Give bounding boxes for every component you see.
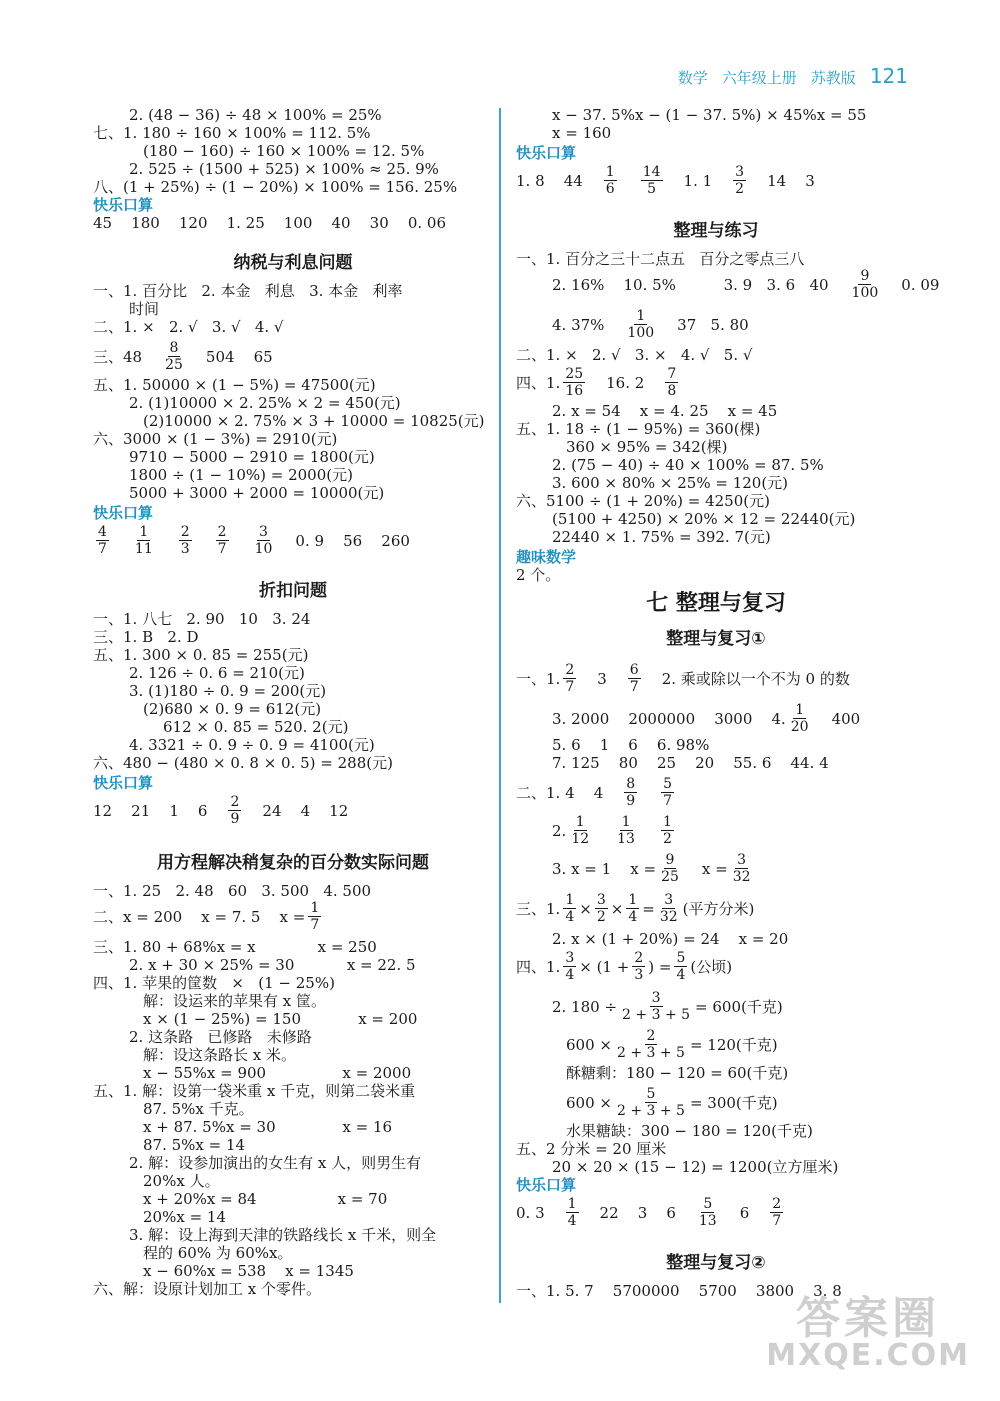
answer-line: 程的 60% 为 60%x。 [143, 1244, 293, 1262]
answer-line: 六、3000 × (1 − 3%) = 2910(元) [93, 430, 338, 448]
answer-line: 45 180 120 1. 25 100 40 30 0. 06 [93, 214, 446, 232]
fraction: $\frac{1}{12}$ [571, 814, 590, 847]
fraction: $\frac{2}{7}$ [217, 524, 227, 557]
answer-line: x × (1 − 25%) = 150 x = 200 [143, 1010, 418, 1028]
answer-line: 7. 125 80 25 20 55. 6 44. 4 [552, 754, 829, 772]
section-title-tax: 纳税与利息问题 [233, 253, 353, 273]
answer-line: 五、1. 300 × 0. 85 = 255(元) [93, 646, 309, 664]
fraction: $\frac{25}{16}$ [565, 366, 584, 399]
answer-line: 612 × 0. 85 = 520. 2(元) [163, 718, 349, 736]
answer-line: 时间 [129, 300, 160, 318]
fraction: $\frac{1}{20}$ [790, 702, 809, 735]
answer-line: 四、1. 苹果的筐数 × (1 − 25%) [93, 974, 335, 992]
answer-line: 2. x × (1 + 20%) = 24 x = 20 [552, 930, 789, 948]
answer-line-with-fraction: 四、1. $\frac{3}{4}$ × (1 + $\frac{2}{3}$ ) = $\frac{5}{4}$ (公顷) [516, 950, 733, 983]
fraction: $\frac{2}{3}$ [180, 524, 190, 557]
section-kuaile-kousuan: 快乐口算 [516, 1176, 577, 1194]
answer-line: 2. x + 30 × 25% = 30 x = 22. 5 [129, 956, 416, 974]
fraction: $\frac{1}{13}$ [617, 814, 635, 847]
answer-line: 五、2 分米 = 20 厘米 [516, 1140, 667, 1158]
answer-line-with-fraction: 一、1. $\frac{2}{7}$ 3 $\frac{6}{7}$ 2. 乘或除以一个不为 0 的数 [516, 662, 850, 695]
answer-line: 解：设运来的苹果有 x 筐。 [143, 992, 326, 1010]
answer-line: 5000 + 3000 + 2000 = 10000(元) [129, 484, 385, 502]
fraction: $\frac{1}{4}$ [567, 1196, 577, 1229]
answer-line: x − 37. 5%x − (1 − 37. 5%) × 45%x = 55 [552, 106, 867, 124]
fraction: $\frac{2}{9}$ [230, 794, 240, 827]
fraction: $\frac{3}{2}$ [735, 164, 745, 197]
fraction: $\frac{1}{100}$ [627, 308, 655, 341]
fraction: $\frac{2}{7}$ [772, 1196, 782, 1229]
answer-line-with-fraction: 二、x = 200 x = 7. 5 x = $\frac{1}{7}$ [93, 900, 320, 933]
answer-line: 20 × 20 × (15 − 12) = 1200(立方厘米) [552, 1158, 839, 1176]
fraction: $\frac{9}{25}$ [661, 852, 679, 885]
fraction-row: 12 21 1 6 $\frac{2}{9}$ 24 4 12 [93, 794, 349, 827]
header-edition: 苏教版 [810, 69, 856, 87]
answer-line: 三、1. 80 + 68%x = x x = 250 [93, 938, 377, 956]
answer-line: 五、1. 解：设第一袋米重 x 千克，则第二袋米重 [93, 1082, 416, 1100]
answer-line: 一、1. 百分之三十二点五 百分之零点三八 [516, 250, 805, 268]
answer-line: 3. (1)180 ÷ 0. 9 = 200(元) [129, 682, 327, 700]
answer-line: 一、1. 八七 2. 90 10 3. 24 [93, 610, 311, 628]
answer-line-with-fraction: 2. 180 ÷ $\frac{3}{2 + 3 + 5}$ = 600(千克) [552, 990, 783, 1023]
fraction: $\frac{3}{4}$ [565, 950, 575, 983]
answer-line-with-fraction: 600 × $\frac{5}{2 + 3 + 5}$ = 300(千克) [566, 1086, 778, 1119]
fraction: $\frac{3}{10}$ [254, 524, 273, 557]
answer-line-with-fraction: 二、1. 4 4 $\frac{8}{9}$ $\frac{5}{7}$ [516, 776, 673, 809]
chapter-title: 七 整理与复习 [646, 591, 786, 616]
column-divider [499, 108, 501, 1303]
fraction-row: 0. 3 $\frac{1}{4}$ 22 3 6 $\frac{5}{13}$ 6 $\frac{2}{7}$ [516, 1196, 782, 1229]
fraction: $\frac{1}{11}$ [134, 524, 153, 557]
answer-line: 5. 6 1 6 6. 98% [552, 736, 710, 754]
fraction: $\frac{1}{2}$ [662, 814, 672, 847]
answer-line: 20%x = 14 [143, 1208, 226, 1226]
answer-line: 3. 解：设上海到天津的铁路线长 x 千米，则全 [129, 1226, 437, 1244]
answer-line: 2. (75 − 40) ÷ 40 × 100% = 87. 5% [552, 456, 824, 474]
section-kuaile-kousuan: 快乐口算 [93, 504, 154, 522]
answer-line-with-fraction: 4. 37% $\frac{1}{100}$ 37 5. 80 [552, 308, 749, 341]
fraction-row: 1. 8 44 $\frac{1}{6}$ $\frac{14}{5}$ 1. 1 $\frac{3}{2}$ 14 3 [516, 164, 815, 197]
fraction: $\frac{1}{6}$ [605, 164, 615, 197]
answer-line: 4. 3321 ÷ 0. 9 ÷ 0. 9 = 4100(元) [129, 736, 375, 754]
fraction: $\frac{2}{7}$ [565, 662, 575, 695]
section-title-equation: 用方程解决稍复杂的百分数实际问题 [157, 853, 429, 873]
answer-line: 2. 解：设参加演出的女生有 x 人，则男生有 [129, 1154, 422, 1172]
fraction: $\frac{5}{4}$ [676, 950, 686, 983]
answer-line: 2. (1)10000 × 2. 25% × 2 = 450(元) [129, 394, 401, 412]
fraction: $\frac{8}{25}$ [165, 340, 183, 373]
answer-line: 二、1. × 2. √ 3. √ 4. √ [93, 318, 284, 336]
answer-line: 87. 5%x = 14 [143, 1136, 246, 1154]
fraction: $\frac{5}{13}$ [698, 1196, 717, 1229]
answer-line: 一、1. 25 2. 48 60 3. 500 4. 500 [93, 882, 372, 900]
page-header [678, 64, 908, 88]
watermark-line2: MXQE.COM [766, 1338, 970, 1373]
section-kuaile-kousuan: 快乐口算 [516, 144, 577, 162]
answer-line-with-fraction: 2. 16% 10. 5% 3. 9 3. 6 40 $\frac{9}{100}$ 0. 09 [552, 268, 940, 301]
watermark-logo [766, 1293, 970, 1373]
answer-line-with-fraction: 三、1. $\frac{1}{4}$ × $\frac{3}{2}$ × $\frac{1}{4}$ = $\frac{3}{32}$ (平方分米) [516, 892, 755, 925]
section-kuaile-kousuan: 快乐口算 [93, 196, 154, 214]
answer-line: 2. 126 ÷ 0. 6 = 210(元) [129, 664, 305, 682]
fraction: $\frac{7}{8}$ [667, 366, 677, 399]
section-title-discount: 折扣问题 [259, 581, 327, 601]
section-quwei-shuxue: 趣味数学 [516, 548, 577, 566]
fraction: $\frac{2}{2 + 3 + 5}$ [616, 1028, 685, 1061]
answer-line: 2. 525 ÷ (1500 + 525) × 100% ≈ 25. 9% [129, 160, 439, 178]
answer-line-with-fraction: 四、1. $\frac{25}{16}$ 16. 2 $\frac{7}{8}$ [516, 366, 677, 399]
answer-line: 2. 这条路 已修路 未修路 [129, 1028, 312, 1046]
fraction: $\frac{1}{7}$ [310, 900, 320, 933]
section-title-review-2: 整理与复习② [666, 1253, 766, 1273]
fraction-row: $\frac{4}{7}$ $\frac{1}{11}$ $\frac{2}{3}$ $\frac{2}{7}$ $\frac{3}{10}$ 0. 9 56 260 [98, 524, 410, 557]
answer-line: x − 55%x = 900 x = 2000 [143, 1064, 412, 1082]
answer-line: 八、(1 + 25%) ÷ (1 − 20%) × 100% = 156. 25% [93, 178, 458, 196]
fraction: $\frac{1}{4}$ [628, 892, 638, 925]
fraction: $\frac{5}{7}$ [663, 776, 673, 809]
section-kuaile-kousuan: 快乐口算 [93, 774, 154, 792]
answer-line: (180 − 160) ÷ 160 × 100% = 12. 5% [143, 142, 425, 160]
fraction: $\frac{4}{7}$ [98, 524, 107, 557]
answer-line: 9710 − 5000 − 2910 = 1800(元) [129, 448, 375, 466]
answer-line: 87. 5%x 千克。 [143, 1100, 254, 1118]
answer-line: x + 20%x = 84 x = 70 [143, 1190, 388, 1208]
answer-line: 22440 × 1. 75% = 392. 7(元) [552, 528, 771, 546]
answer-line: (5100 + 4250) × 20% × 12 = 22440(元) [552, 510, 856, 528]
answer-line: 五、1. 18 ÷ (1 − 95%) = 360(棵) [516, 420, 761, 438]
answer-line: 六、5100 ÷ (1 + 20%) = 4250(元) [516, 492, 770, 510]
answer-line-with-fraction: 三、48 $\frac{8}{25}$ 504 65 [93, 340, 273, 373]
fraction: $\frac{3}{32}$ [659, 892, 678, 925]
header-subject: 数学 [677, 69, 708, 87]
answer-line: 酥糖剩：180 − 120 = 60(千克) [566, 1064, 789, 1082]
answer-line: 三、1. B 2. D [93, 628, 199, 646]
answer-line-with-fraction: 3. 2000 2000000 3000 4. $\frac{1}{20}$ 400 [552, 702, 861, 735]
page-number: 121 [869, 64, 908, 88]
answer-line: 360 × 95% = 342(棵) [566, 438, 728, 456]
answer-line: 六、解：设原计划加工 x 个零件。 [93, 1280, 321, 1298]
answer-line: 2. (48 − 36) ÷ 48 × 100% = 25% [129, 106, 382, 124]
answer-line: x = 160 [552, 124, 612, 142]
answer-line: (2)680 × 0. 9 = 612(元) [143, 700, 322, 718]
fraction: $\frac{3}{2}$ [596, 892, 606, 925]
answer-line: 解：设这条路长 x 米。 [143, 1046, 296, 1064]
fraction: $\frac{8}{9}$ [626, 776, 636, 809]
answer-line: 一、1. 5. 7 5700000 5700 3800 3. 8 [516, 1282, 842, 1300]
answer-line: 二、1. × 2. √ 3. × 4. √ 5. √ [516, 346, 753, 364]
answer-line: 2. x = 54 x = 4. 25 x = 45 [552, 402, 778, 420]
answer-line: (2)10000 × 2. 75% × 3 + 10000 = 10825(元) [143, 412, 485, 430]
fraction: $\frac{1}{4}$ [565, 892, 575, 925]
answer-line: 五、1. 50000 × (1 − 5%) = 47500(元) [93, 376, 376, 394]
answer-line-with-fraction: 600 × $\frac{2}{2 + 3 + 5}$ = 120(千克) [566, 1028, 778, 1061]
fraction: $\frac{5}{2 + 3 + 5}$ [616, 1086, 685, 1119]
answer-line: 3. 600 × 80% × 25% = 120(元) [552, 474, 789, 492]
fraction: $\frac{2}{3}$ [634, 950, 644, 983]
section-title-review-1: 整理与复习① [666, 629, 766, 649]
section-title-practice: 整理与练习 [673, 221, 759, 241]
fraction: $\frac{3}{32}$ [732, 852, 751, 885]
answer-line-with-fraction: 3. x = 1 x = $\frac{9}{25}$ x = $\frac{3}{32}$ [552, 852, 751, 885]
answer-line: 六、480 − (480 × 0. 8 × 0. 5) = 288(元) [93, 754, 393, 772]
fraction: $\frac{9}{100}$ [851, 268, 879, 301]
answer-line: 一、1. 百分比 2. 本金 利息 3. 本金 利率 [93, 282, 403, 300]
answer-line: x + 87. 5%x = 30 x = 16 [143, 1118, 393, 1136]
answer-line: 七、1. 180 ÷ 160 × 100% = 112. 5% [93, 124, 371, 142]
fraction: $\frac{3}{2 + 3 + 5}$ [622, 990, 691, 1023]
answer-line: 20%x 人。 [143, 1172, 220, 1190]
watermark-line1: 答案圈 [796, 1293, 941, 1344]
fraction: $\frac{14}{5}$ [642, 164, 661, 197]
answer-line-with-fraction: 2. $\frac{1}{12}$ $\frac{1}{13}$ $\frac{1}{2}$ [552, 814, 672, 847]
header-grade: 六年级上册 [721, 69, 797, 87]
answer-line: x − 60%x = 538 x = 1345 [143, 1262, 354, 1280]
answer-line: 1800 ÷ (1 − 10%) = 2000(元) [129, 466, 353, 484]
answer-line: 水果糖缺：300 − 180 = 120(千克) [566, 1122, 813, 1140]
fraction: $\frac{6}{7}$ [629, 662, 639, 695]
answer-line: 2 个。 [516, 566, 561, 584]
